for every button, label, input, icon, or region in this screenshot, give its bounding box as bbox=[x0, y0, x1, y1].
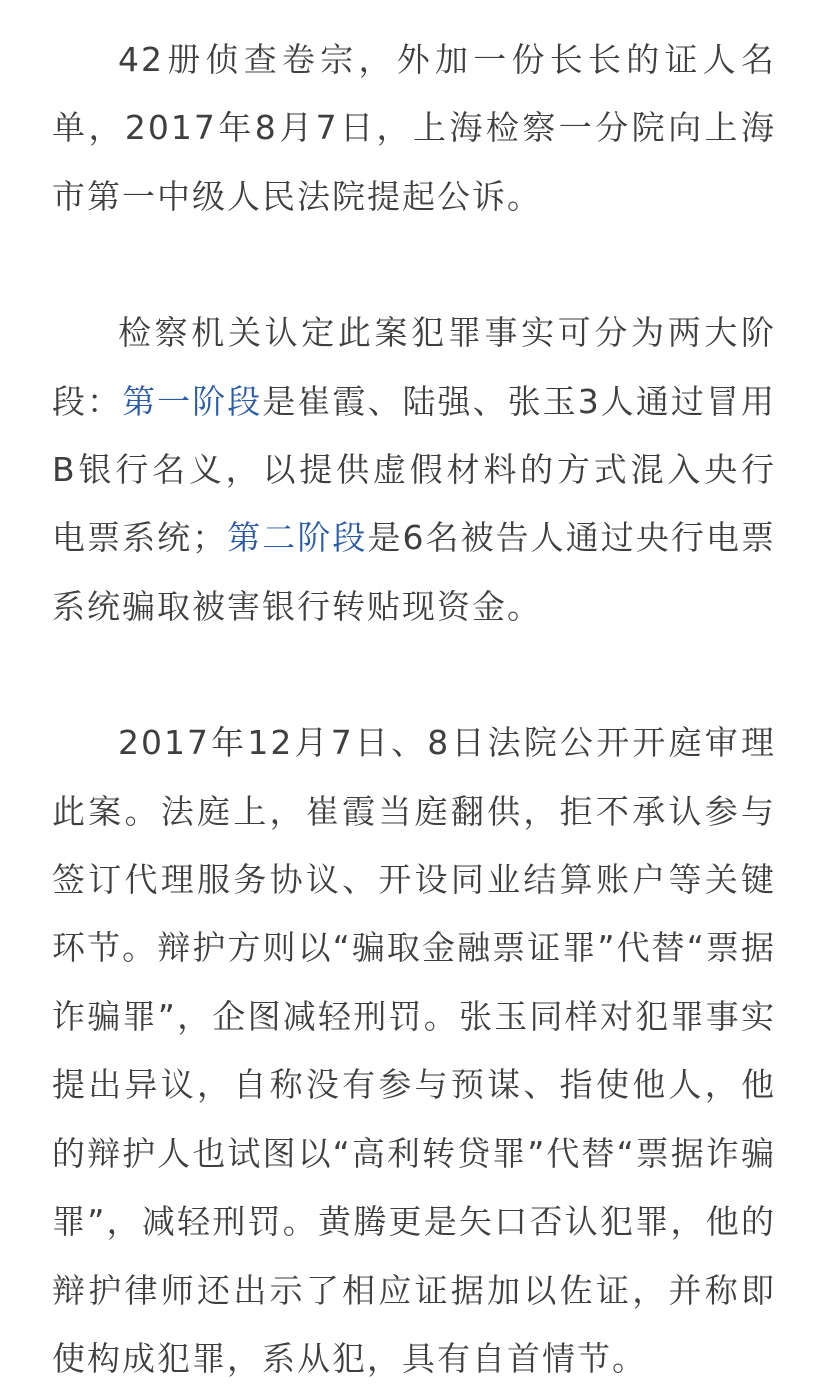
highlight-stage-one: 第一阶段 bbox=[122, 381, 263, 421]
paragraph-trial bbox=[52, 709, 776, 1393]
paragraph-text: 是6名被告人通过央行电票系统骗取被害银行转贴现资金。 bbox=[52, 518, 776, 626]
paragraph-crime-stages bbox=[52, 299, 776, 641]
paragraph-text: 是崔霞、陆强、张玉3人通过冒用B银行名义，以提供虚假材料的方式混入央行电票系统； bbox=[52, 381, 777, 558]
paragraph-text: 42册侦查卷宗，外加一份长长的证人名单，2017年8月7日，上海检察一分院向上海市第一中级人民法院提起公诉。 bbox=[52, 40, 776, 216]
article-body bbox=[52, 26, 776, 1393]
paragraph-text: 检察机关认定此案犯罪事实可分为两大阶段： bbox=[52, 313, 776, 421]
paragraph-text: 2017年12月7日、8日法院公开开庭审理此案。法庭上，崔霞当庭翻供，拒不承认参与签订代理服务协议、开设同业结算账户等关键环节。辩护方则以“骗取金融票证罪”代替“票据诈骗罪”，企图减轻刑罚。张玉同样对犯罪事实提出异议，自称没有参与预谋、指使他人，他的辩护人也试图以“高利转贷罪”代替“票据诈骗罪”，减轻刑罚。黄腾更是矢口否认犯罪，他的辩护律师还出示了相应证据加以佐证，并称即使构成犯罪，系从犯，具有自首情节。 bbox=[52, 723, 776, 1378]
paragraph-indictment bbox=[52, 26, 776, 231]
highlight-stage-two: 第二阶段 bbox=[227, 518, 368, 558]
